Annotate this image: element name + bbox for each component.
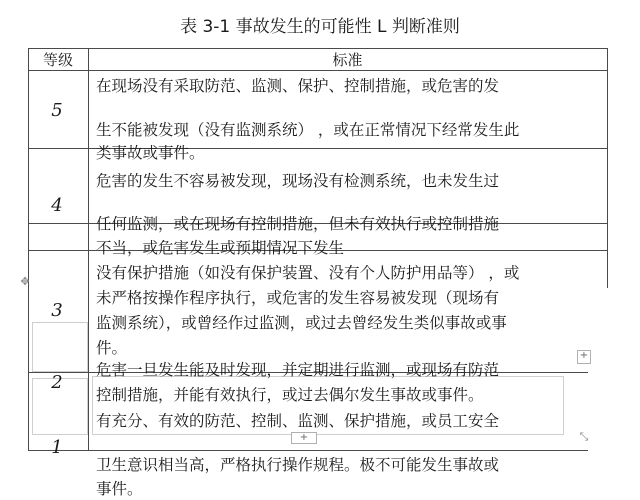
row-divider — [28, 450, 588, 451]
level-label: 3 — [51, 300, 63, 321]
add-column-button[interactable]: + — [577, 350, 591, 364]
cell-outline — [32, 322, 88, 372]
level-label: 4 — [51, 195, 63, 216]
table-resize-handle-icon[interactable]: ⤡ — [579, 430, 589, 443]
criterion-line: 任何监测，或在现场有控制措施，但未有效执行或控制措施 — [96, 215, 500, 233]
criterion-line: 事件。 — [96, 480, 143, 498]
criterion-line: 控制措施，并能有效执行，或过去偶尔发生事故或事件。 — [96, 386, 484, 404]
header-level: 等级 — [42, 51, 73, 69]
criterion-line: 危害一旦发生能及时发现，并定期进行监测，或现场有防范 — [96, 361, 500, 379]
table-caption: 表 3-1 事故发生的可能性 L 判断准则 — [180, 17, 460, 37]
criterion-line: 不当，或危害发生或预期情况下发生 — [96, 239, 345, 257]
header-divider — [28, 70, 608, 71]
criterion-line: 生不能被发现（没有监测系统） ，或在正常情况下经常发生此 — [96, 121, 520, 139]
criterion-line: 在现场没有采取防范、监测、保护、控制措施，或危害的发 — [96, 77, 500, 95]
criterion-line: 危害的发生不容易被发现，现场没有检测系统，也未发生过 — [96, 172, 500, 190]
table-border-right — [607, 48, 608, 288]
table-move-handle-icon[interactable]: ✥ — [20, 275, 30, 288]
level-label: 1 — [51, 437, 63, 458]
criterion-line: 类事故或事件。 — [96, 144, 205, 162]
table-border-top — [28, 48, 608, 49]
header-criterion: 标准 — [332, 51, 363, 69]
criterion-line: 监测系统），或曾经作过监测，或过去曾经发生类似事故或事 — [96, 314, 507, 332]
level-label: 2 — [51, 372, 63, 393]
criterion-line: 卫生意识相当高，严格执行操作规程。极不可能发生事故或 — [96, 456, 500, 474]
add-row-button[interactable]: + — [291, 432, 317, 444]
criterion-line: 件。 — [96, 339, 128, 357]
criterion-line: 没有保护措施（如没有保护装置、没有个人防护用品等） ，或 — [96, 264, 520, 282]
criterion-line: 有充分、有效的防范、控制、监测、保护措施，或员工安全 — [96, 412, 500, 430]
level-label: 5 — [51, 100, 63, 121]
criterion-line: 未严格按操作程序执行，或危害的发生容易被发现（现场有 — [96, 289, 500, 307]
